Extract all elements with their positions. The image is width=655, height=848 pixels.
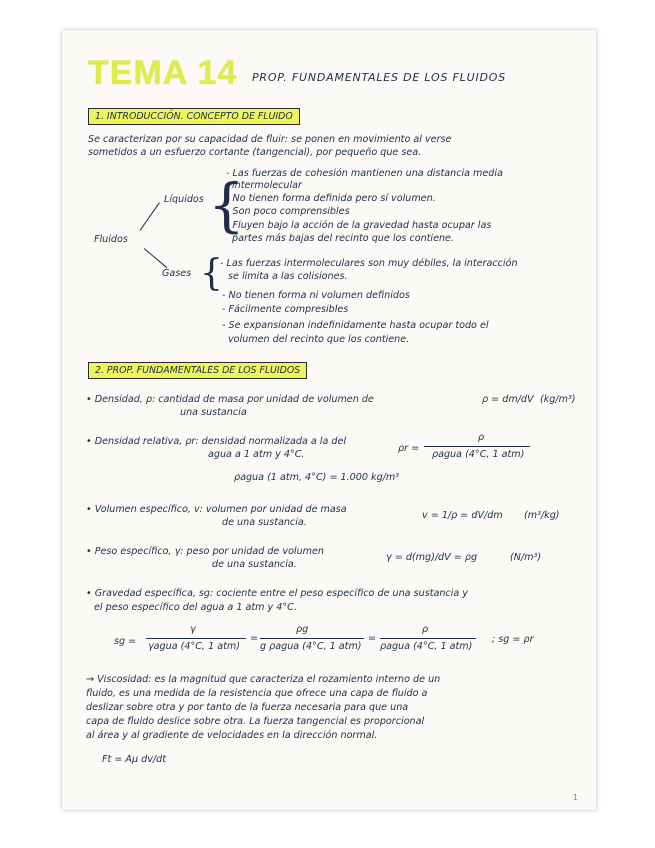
sg-fraction-bar-2 [260,638,364,639]
viscosidad-line-3: deslizar sobre otra y por tanto de la fuerza necesaria para que una [86,702,409,713]
liquidos-point-4b: partes más bajas del recinto que los contiene. [232,233,455,244]
viscosidad-line-5: al área y al gradiente de velocidades en la dirección normal. [86,730,378,741]
sg-formula-1-den: γagua (4°C, 1 atm) [148,641,240,652]
gases-point-4b: volumen del recinto que los contiene. [228,334,410,345]
gravedad-especifica-line-1: • Gravedad específica, sg: cociente entre el peso específico de una sustancia y [86,588,468,599]
densidad-relativa-fraction-bar [424,446,530,447]
gases-point-3: - Fácilmente compresibles [222,304,349,315]
densidad-relativa-formula-den: ρagua (4°C, 1 atm) [432,449,525,460]
liquidos-point-2: - No tienen forma definida pero sí volumen. [226,193,436,204]
gases-point-4a: - Se expansionan indefinidamente hasta ocupar todo el [222,320,489,331]
densidad-agua-value: ρagua (1 atm, 4°C) = 1.000 kg/m³ [234,472,400,483]
densidad-relativa-line-1: • Densidad relativa, ρr: densidad normalizada a la del [86,436,347,447]
fluidos-label: Fluidos [94,234,128,245]
sg-formula-1-num: γ [190,624,196,635]
peso-especifico-line-1: • Peso específico, γ: peso por unidad de volumen [86,546,325,557]
sg-fraction-bar-3 [380,638,476,639]
gases-brace: { [200,253,223,294]
sg-formula-2-den: g ρagua (4°C, 1 atm) [260,641,362,652]
peso-especifico-formula: γ = d(mg)/dV = ρg [386,552,478,563]
densidad-line-1: • Densidad, ρ: cantidad de masa por unidad de volumen de [86,394,374,405]
notebook-page [62,30,596,810]
gravedad-especifica-line-2: el peso específico del agua a 1 atm y 4°C. [94,602,297,613]
densidad-relativa-line-2: agua a 1 atm y 4°C. [208,449,305,460]
page-title: TEMA 14 [88,54,238,92]
densidad-line-2: una sustancia [180,407,247,418]
page-number: 1 [572,793,578,802]
sg-formula-lhs: sg = [114,636,137,647]
viscosidad-line-4: capa de fluido deslice sobre otra. La fuerza tangencial es proporcional [86,716,425,727]
volumen-especifico-units: (m³/kg) [524,510,560,521]
sg-fraction-bar-1 [146,638,246,639]
liquidos-point-3: - Son poco comprensibles [226,206,350,217]
liquidos-point-1a: - Las fuerzas de cohesión mantienen una distancia media [226,168,503,179]
tree-line-up [140,202,160,231]
tree-line-down [144,248,168,268]
intro-line-2: sometidos a un esfuerzo cortante (tangencial), por pequeño que sea. [88,147,422,158]
sg-formula-3-den: ρagua (4°C, 1 atm) [380,641,473,652]
intro-line-1: Se caracterizan por su capacidad de fluir: se ponen en movimiento al verse [88,134,452,145]
peso-especifico-line-2: de una sustancia. [212,559,297,570]
densidad-relativa-formula-num: ρ [478,432,485,443]
liquidos-brace: { [208,171,245,239]
sg-final-relation: ; sg = ρr [492,634,534,645]
gases-point-1b: se limita a las colisiones. [228,271,348,282]
peso-especifico-units: (N/m³) [510,552,542,563]
sg-equals-1: = [250,633,259,644]
gases-label: Gases [162,268,192,279]
volumen-especifico-formula: v = 1/ρ = dV/dm [422,510,503,521]
densidad-relativa-formula-lhs: ρr = [398,443,420,454]
gases-point-1a: - Las fuerzas intermoleculares son muy débiles, la interacción [220,258,518,269]
viscosidad-line-1: → Viscosidad: es la magnitud que caracteriza el rozamiento interno de un [86,674,441,685]
volumen-especifico-line-1: • Volumen específico, v: volumen por unidad de masa [86,504,347,515]
gases-point-2: - No tienen forma ni volumen definidos [222,290,410,301]
viscosidad-formula: Ft = Aμ dv/dt [102,754,166,765]
sg-formula-3-num: ρ [422,624,429,635]
liquidos-point-4a: - Fluyen bajo la acción de la gravedad hasta ocupar las [226,220,492,231]
section-2-heading: 2. PROP. FUNDAMENTALES DE LOS FLUIDOS [88,362,307,379]
liquidos-point-1b: intermolecular [232,180,302,191]
viscosidad-line-2: fluido, es una medida de la resistencia que ofrece una capa de fluido a [86,688,428,699]
sg-formula-2-num: ρg [296,624,309,635]
section-1-heading: 1. INTRODUCCIÓN. CONCEPTO DE FLUIDO [88,108,300,125]
liquidos-label: Líquidos [164,194,204,205]
densidad-formula: ρ = dm/dV [482,394,534,405]
sg-equals-2: = [368,633,377,644]
volumen-especifico-line-2: de una sustancia. [222,517,307,528]
densidad-units: (kg/m³) [540,394,576,405]
page-subtitle: PROP. FUNDAMENTALES DE LOS FLUIDOS [252,71,507,84]
